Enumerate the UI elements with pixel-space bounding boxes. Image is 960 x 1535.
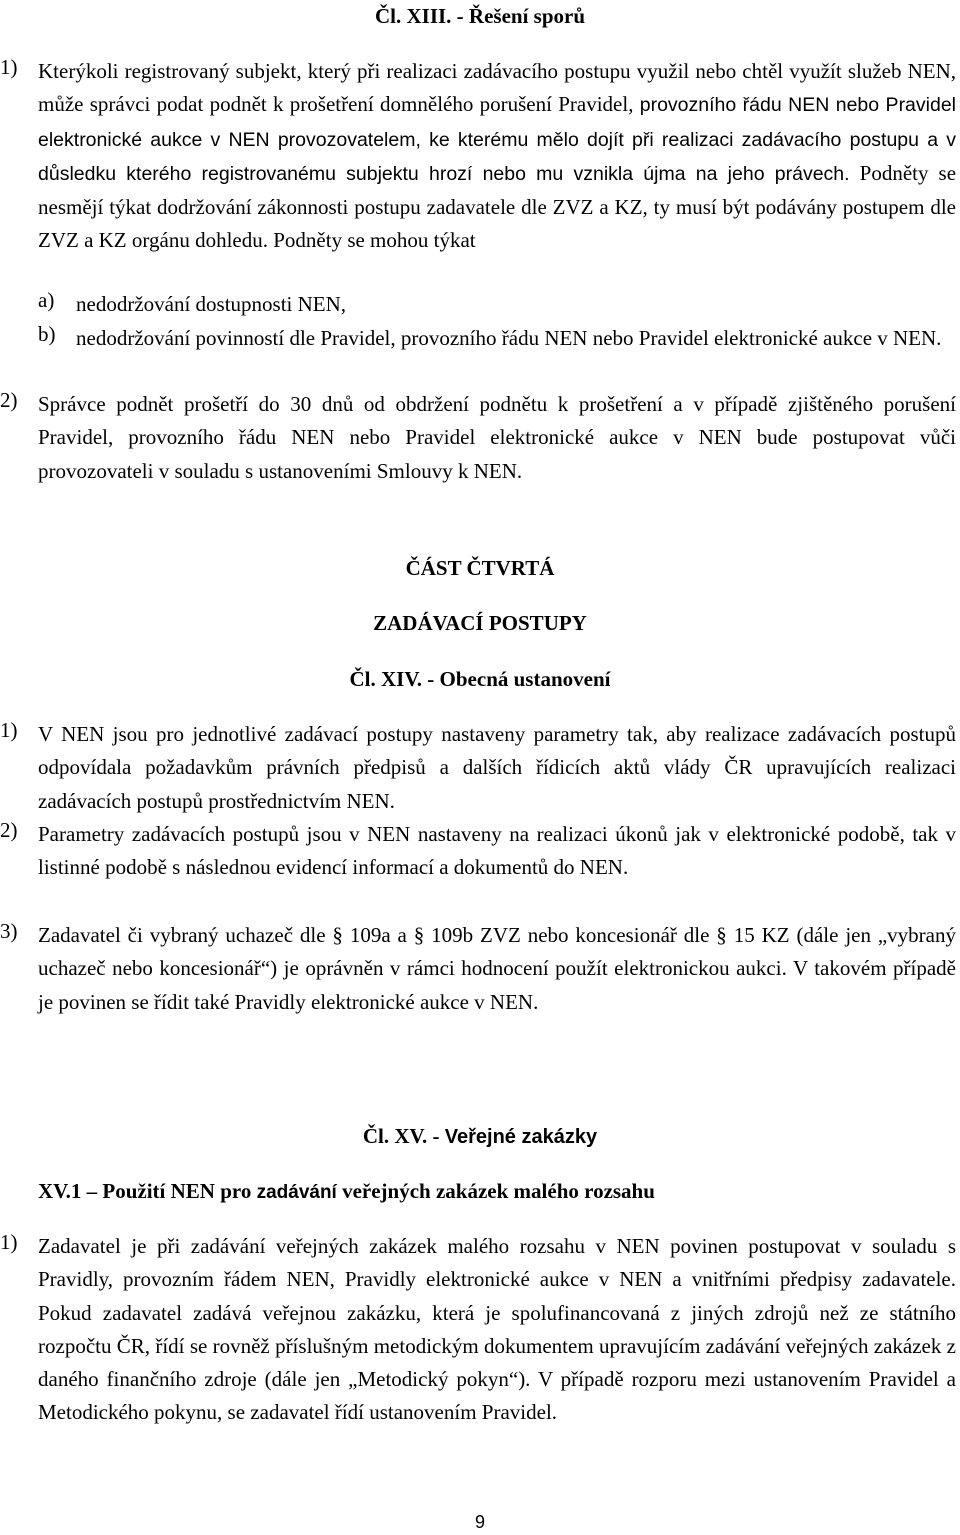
- article-15-heading-title: Veřejné zakázky: [444, 1126, 598, 1148]
- article-13-p1-text-c: Podněty se nesmějí týkat dodržování zákonnosti postupu zadavatele dle ZVZ a KZ, ty musí být podávány postupem dle ZVZ a KZ orgánu dohledu.: [38, 160, 957, 253]
- article-13-p1-text: [38, 55, 956, 258]
- article-13-p1-text-d: Podněty se mohou týkat: [273, 228, 476, 253]
- article-13-p1-b-label: b): [38, 322, 56, 346]
- part-subtitle: ZADÁVACÍ POSTUPY: [373, 611, 587, 635]
- article-13-p1-text-a: Kterýkoli registrovaný subjekt, který při realizaci zadávacího postupu využil nebo chtěl využít služeb NEN, může správci podat podnět k prošetření domnělého porušení Pravidel,: [38, 59, 956, 117]
- article-15-subheading: [38, 1179, 655, 1204]
- article-15-item-1-text: Zadavatel je při zadávání veřejných zakázek malého rozsahu v NEN povinen postupovat v souladu s Pravidly, provozním řádem NEN, Pravidly elektronické aukce v NEN a vnitřními předpisy zadavatele. Pokud zadavatel zadává veřejnou zakázku, která je spolufinancovaná z jiných zdrojů než ze státního rozpočtu ČR, řídí se rovněž příslušným metodickým dokumentem upravujícím zadávání veřejných zakázek z daného finančního zdroje (dále jen „Metodický pokyn“). V případě rozporu mezi ustanovením Pravidel a Metodického pokynu, se zadavatel řídí ustanovením Pravidel.: [38, 1234, 956, 1425]
- article-13-p1-number: 1): [0, 55, 18, 79]
- article-13-p2-number: 2): [0, 388, 18, 412]
- article-15-subheading-c: veřejných zakázek malého rozsahu: [336, 1179, 655, 1203]
- article-14-item-2-text: Parametry zadávacích postupů jsou v NEN nastaveny na realizaci úkonů jak v elektronické podobě, tak v listinné podobě s následnou evidencí informací a dokumentů do NEN.: [38, 822, 956, 880]
- article-14-item-1-text: V NEN jsou pro jednotlivé zadávací postupy nastaveny parametry tak, aby realizace zadávacích postupů odpovídala požadavkům právních předpisů a dalších řídicích aktů vlády ČR upravujících realizaci zadávacích postupů prostřednictvím NEN.: [38, 722, 956, 813]
- article-14-heading: Čl. XIV. - Obecná ustanovení: [349, 667, 611, 691]
- article-15-subheading-a: XV.1 – Použití NEN pro: [38, 1179, 257, 1203]
- article-15-heading: [0, 1124, 960, 1149]
- article-13-p1-a-label: a): [38, 288, 55, 312]
- article-13-p1-b-text: nedodržování povinností dle Pravidel, provozního řádu NEN nebo Pravidel elektronické aukce v NEN.: [76, 326, 942, 350]
- article-14-item-2-number: 2): [0, 818, 18, 842]
- part-title: ČÁST ČTVRTÁ: [405, 556, 555, 580]
- article-15-heading-number: Čl. XV. -: [362, 1124, 445, 1148]
- article-14-item-3-text: Zadavatel či vybraný uchazeč dle § 109a a § 109b ZVZ nebo koncesionář dle § 15 KZ (dále jen „vybraný uchazeč nebo koncesionář“) je oprávněn v rámci hodnocení použít elektronickou aukci. V takovém případě je povinen se řídit také Pravidly elektronické aukce v NEN.: [38, 923, 956, 1014]
- article-14-item-3-number: 3): [0, 919, 18, 943]
- page-number: 9: [474, 1512, 485, 1532]
- article-13-p2-text: Správce podnět prošetří do 30 dnů od obdržení podnětu k prošetření a v případě zjištěného porušení Pravidel, provozního řádu NEN nebo Pravidel elektronické aukce v NEN bude postupovat vůči provozovateli v souladu s ustanoveními Smlouvy k NEN.: [38, 392, 956, 483]
- article-13-p1-a-text: nedodržování dostupnosti NEN,: [76, 292, 347, 316]
- article-15-subheading-b: zadávání: [256, 1182, 337, 1203]
- article-13-heading: Čl. XIII. - Řešení sporů: [374, 4, 586, 28]
- article-15-item-1-number: 1): [0, 1230, 18, 1254]
- article-14-item-1-number: 1): [0, 718, 18, 742]
- article-13-p1-text-b: provozního řádu NEN nebo Pravidel elektronické aukce v NEN provozovatelem, ke kterému mělo dojít při realizaci zadávacího postupu a v důsledku kterého registrovanému subjektu hrozí nebo mu vznikla újma na jeho právech.: [38, 94, 957, 185]
